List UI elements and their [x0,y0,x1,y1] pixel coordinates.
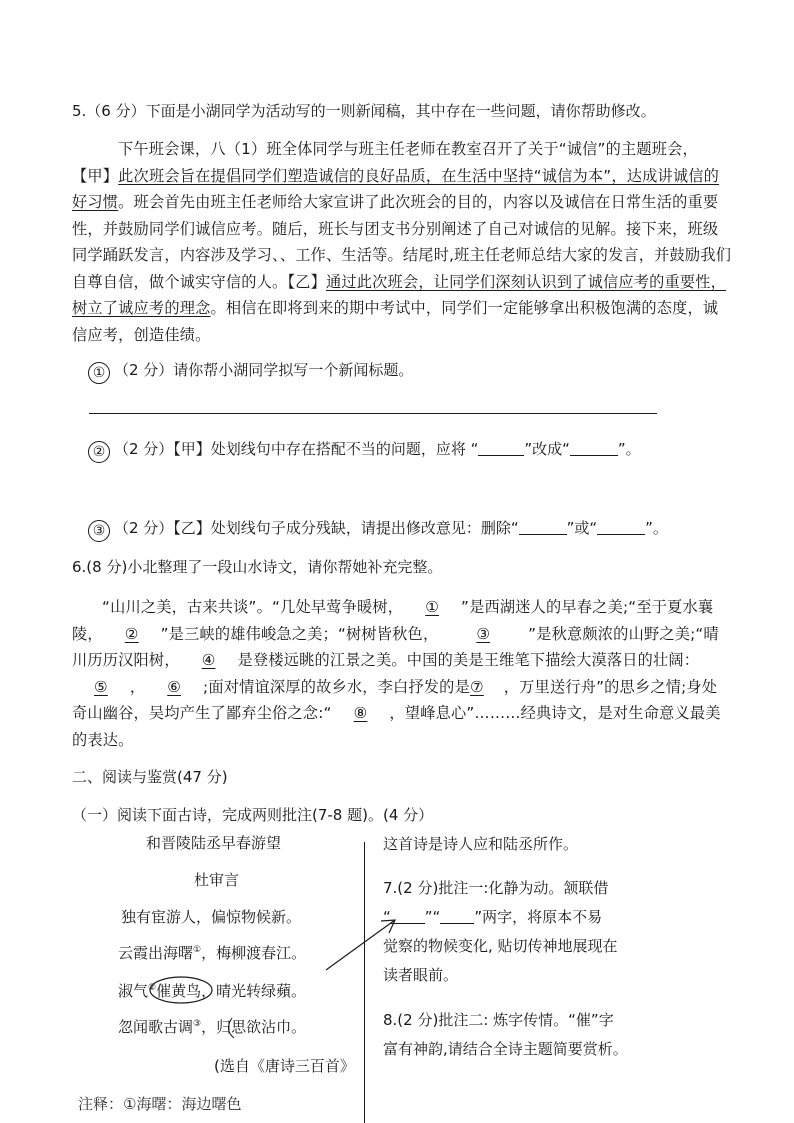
q6-blank-2[interactable]: ② [124,624,139,643]
q6-blank-8[interactable]: ⑧ [353,704,368,722]
yi-underlined-sentence: 通过此次班会，让同学们深刻认识到了诚信应考的重要性，树立了诚应考的理念 [72,272,727,317]
poem-line-3b: ，晴光转绿蘋。 [201,982,307,1000]
q7-line-b: “ ”“ ”两字，将原本不易 [383,908,603,926]
sub3-text-a: （2 分）【乙】处划线句子成分残缺，请提出修改意见：删除“ [114,519,519,537]
footnote-mark-2: ② [148,983,157,993]
sub3-number: ③ [88,520,110,542]
jia-underlined-sentence: 此次班会旨在提倡同学们塑造诚信的良好品质，在生活中坚持“诚信为本”，达成讲诚信的好习惯 [72,166,720,211]
poem-line-4b: ，归思欲沾巾。 [201,1018,307,1036]
q5-text-start: 下午班会课，八（1）班全体同学与班主任老师在教室召开了关于“诚信”的主题班会， [118,140,698,158]
q7-line-c: 觉察的物候变化, 贴切传神地展现在 [383,937,618,955]
q7-blank-2[interactable] [440,907,474,924]
q7-line-d: 读者眼前。 [383,966,459,984]
poem-line-2a: 云霞出海曙 [118,944,194,962]
sub3-text-c: ”。 [645,519,668,537]
annotation-q7 [383,874,683,990]
q6-text-7: ;面对情谊深厚的故乡水，李白抒发的是 [203,677,470,696]
poem-notes-cut: 注释：①海曙：海边曙色 [78,1095,242,1113]
q8-line-a: 8.(2 分)批注二: 炼字传情。“催”字 [383,1011,614,1029]
annotation-q8 [383,1006,683,1064]
poem-line-2b: ，梅柳渡春江。 [201,944,307,962]
q6-blank-5[interactable]: ⑤ [94,677,108,696]
q5-text-mid: 。班会首先由班主任老师给大家宣讲了此次班会的目的，内容以及诚信在日常生活的重要性，并鼓励同学们诚信应考。随后，班长与团支书分别阐述了自己对诚信的见解。接下来，班级同学踊跃发言，内容涉及学习、、工作、生活等。结尾时,班主任老师总结大家的发言，并鼓励我们自尊自信，做个诚实守信的人。 [72,193,732,291]
q6-text-9: ，望峰息心”………经典诗文，是对生命意义最美的表达。 [72,704,721,749]
sub2-text-a: （2 分）【甲】处划线句中存在搭配不当的问题，应将 “ [114,440,479,458]
footnote-mark-3: ③ [193,1019,202,1029]
poem-line-1: 独有宦游人，偏惊物候新。 [121,908,302,926]
q6-text-3: ”是三峡的雄伟峻急之美；“树树皆秋色， [160,624,439,643]
poem-line-3a: 淑气 [118,982,149,1000]
q6-blank-7[interactable]: ⑦ [469,677,484,696]
annotation-intro: 这首诗是诗人应和陆丞所作。 [383,835,579,853]
circled-phrase: 催黄鸟 [156,982,202,1000]
q5-text-end: 。相信在即将到来的期中考试中，同学们一定能够拿出积极饱满的态度，诚信应考，创造佳绩。 [72,299,719,344]
q6-blank-1[interactable]: ① [425,598,440,616]
section2-sub-heading: （一）阅读下面古诗，完成两则批注(7-8 题)。(4 分） [72,806,434,824]
poem-title: 和晋陵陆丞早春游望 [146,834,282,852]
q5-title: 5.（6 分）下面是小湖同学为活动写的一则新闻稿，其中存在一些问题，请你帮助修改。 [72,102,656,120]
q6-blank-4[interactable]: ④ [201,651,216,669]
poem-line-4a: 忽闻歌古调 [118,1018,194,1036]
q7-line-a: 7.(2 分)批注一:化静为动。颔联借 [383,879,609,897]
sub2-text-b: ”改成“ [524,440,570,458]
q6-blank-3[interactable]: ③ [476,624,491,643]
q6-text-4: ”是秋意颇浓的山野之美;“晴川历历汉阳树， [72,624,719,669]
q6-blank-6[interactable]: ⑥ [167,677,182,696]
tag-yi: 【乙】 [287,272,326,291]
sub3-text-b: ”或“ [566,519,598,537]
tag-jia: 【甲】 [72,166,119,185]
q8-line-b: 富有神韵,请结合全诗主题简要赏析。 [383,1040,628,1058]
q6-text-2: ”是西湖迷人的早春之美;“至于夏水襄陵， [72,598,714,643]
q6-text-5: 是登楼远眺的江景之美。中国的美是王维笔下描绘大漠落日的壮阔： [237,651,700,669]
sub1-text: （2 分）请你帮小湖同学拟写一个新闻标题。 [114,361,414,379]
circle-mark-icon [150,977,212,1003]
q6-text-1: “山川之美，古来共谈”。“几处早莺争暖树， [102,598,404,616]
q6-text-6: ， [129,677,146,696]
poem-author: 杜审言 [194,871,240,889]
section2-heading: 二、阅读与鉴赏(47 分) [72,768,228,786]
q7-blank-1[interactable] [391,907,425,924]
bracket-mark-icon [228,1018,234,1038]
q6-title: 6.(8 分)小北整理了一段山水诗文，请你帮她补充完整。 [72,558,443,576]
sub2-number: ② [88,441,110,463]
footnote-mark-1: ① [193,945,202,955]
sub1-number: ① [88,362,110,384]
q6-text-8: ，万里送行舟”的思乡之情;身处奇山幽谷，吴均产生了鄙弃尘俗之念:“ [72,677,718,722]
poem-source: (选自《唐诗三百首》 [214,1057,355,1075]
sub2-text-c: ”。 [617,440,641,458]
